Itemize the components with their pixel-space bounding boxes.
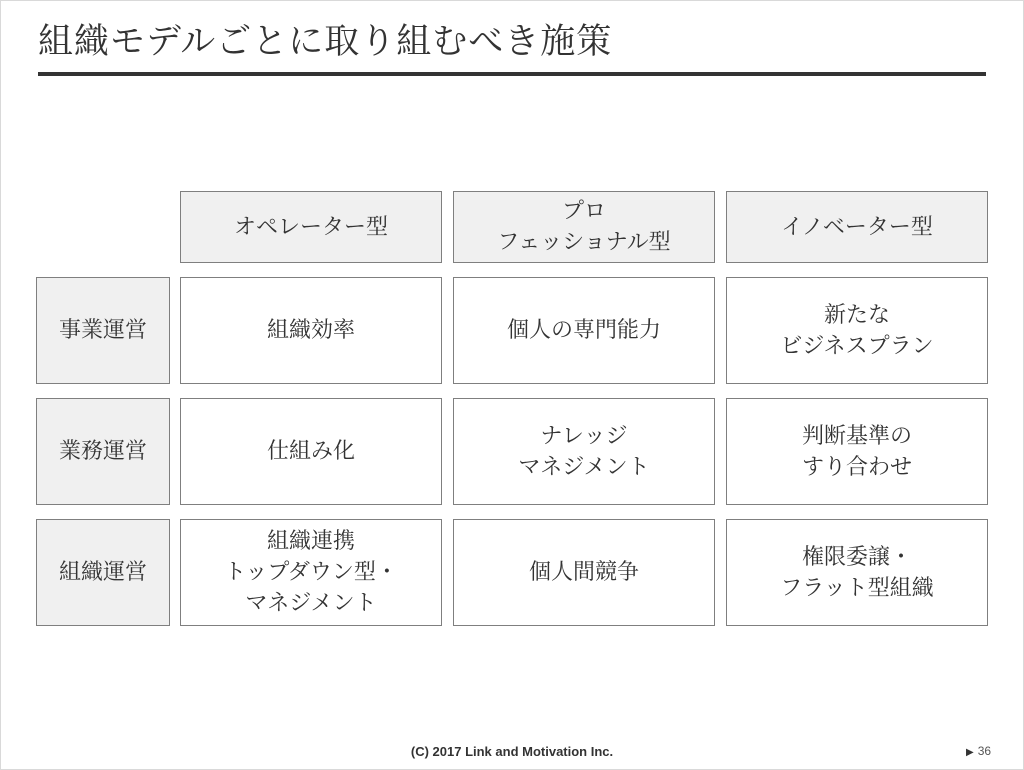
- table-cell: ナレッジ マネジメント: [453, 398, 715, 505]
- row-header-operations: 業務運営: [36, 398, 170, 505]
- title-underline: [38, 72, 986, 76]
- row-header-organization: 組織運営: [36, 519, 170, 626]
- table-cell: 仕組み化: [180, 398, 442, 505]
- table-cell: 組織効率: [180, 277, 442, 384]
- column-header-innovator: イノベーター型: [726, 191, 988, 263]
- table-cell: 個人の専門能力: [453, 277, 715, 384]
- table-cell: 新たな ビジネスプラン: [726, 277, 988, 384]
- column-header-professional: プロ フェッショナル型: [453, 191, 715, 263]
- copyright-text: (C) 2017 Link and Motivation Inc.: [410, 744, 614, 759]
- table-cell: 組織連携 トップダウン型・ マネジメント: [180, 519, 442, 626]
- page-indicator: [966, 744, 991, 758]
- play-triangle-icon: ▶: [966, 747, 974, 758]
- column-header-operator: オペレーター型: [180, 191, 442, 263]
- slide-title: 組織モデルごとに取り組むべき施策: [38, 22, 613, 62]
- row-header-business: 事業運営: [36, 277, 170, 384]
- page-number: 36: [977, 744, 992, 758]
- table-cell: 個人間競争: [453, 519, 715, 626]
- table-cell: 権限委譲・ フラット型組織: [726, 519, 988, 626]
- table-cell: 判断基準の すり合わせ: [726, 398, 988, 505]
